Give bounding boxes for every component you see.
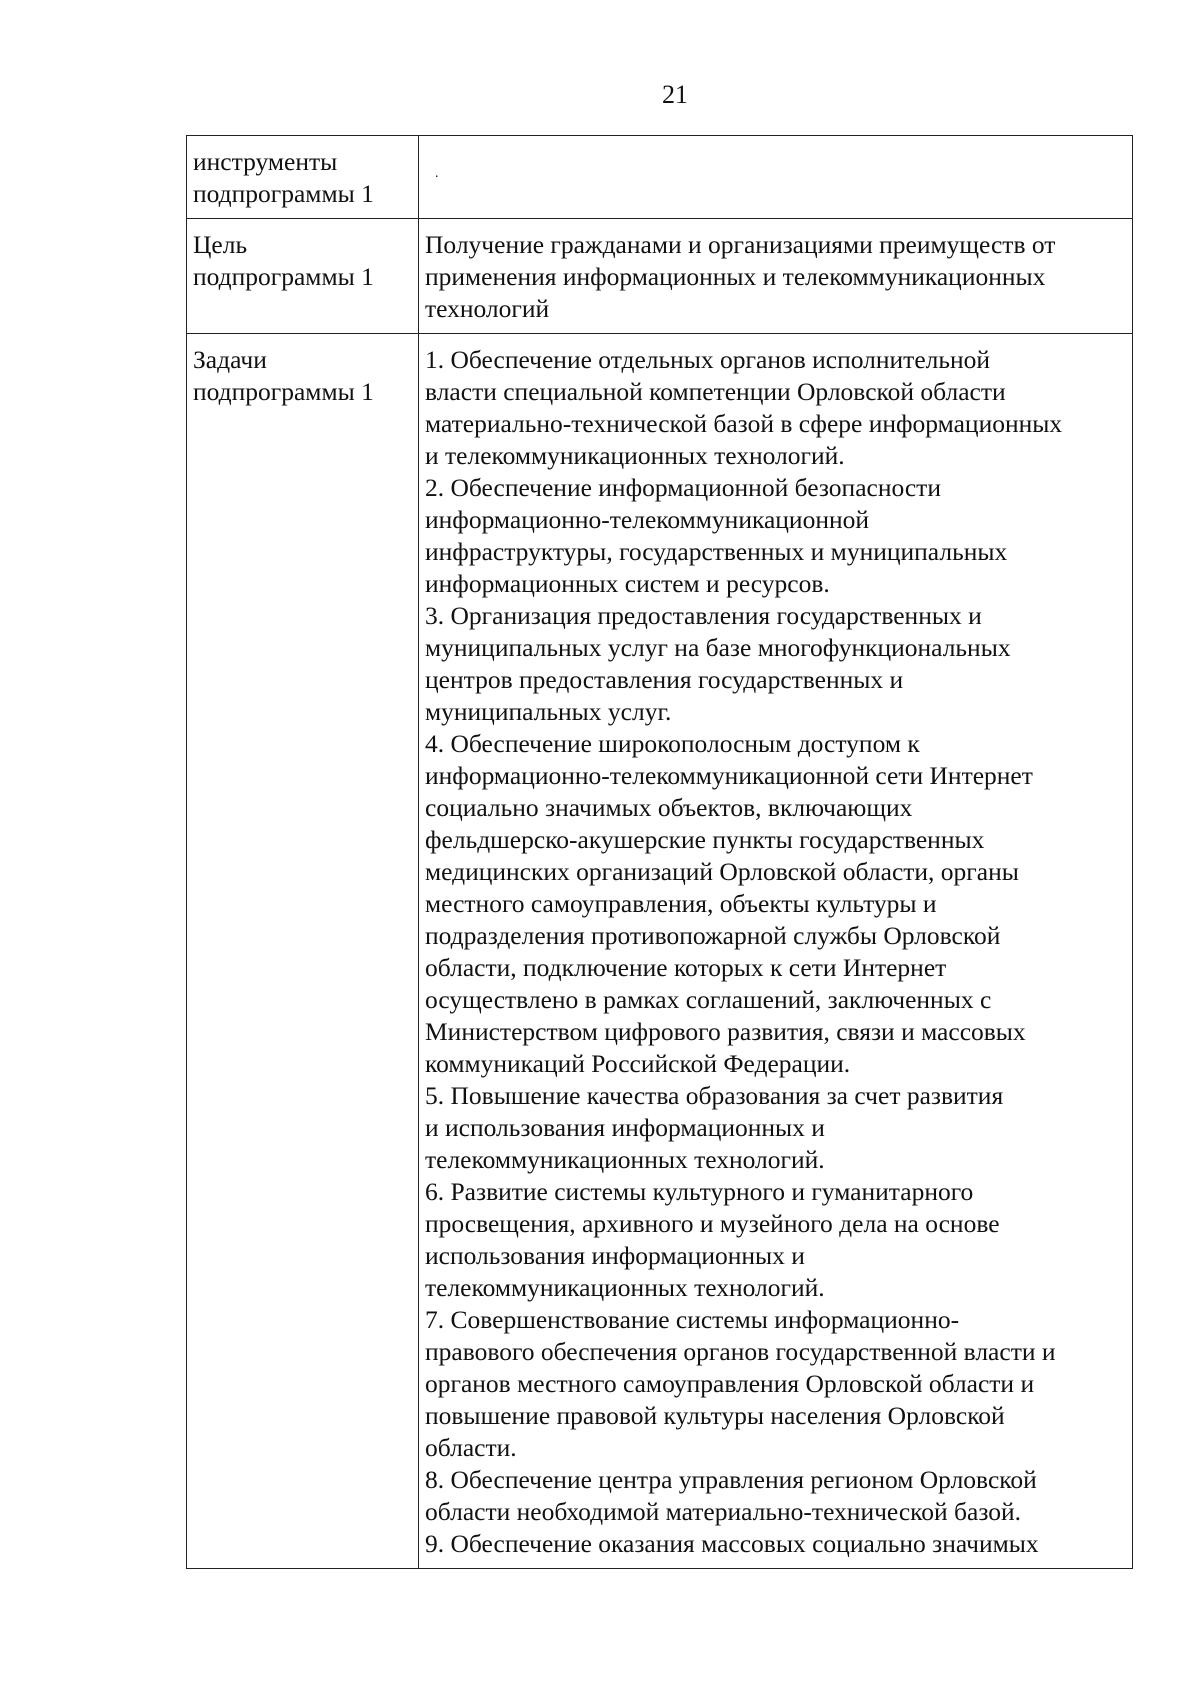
page-number: 21 [662,80,688,109]
content-line: власти специальной компетенции Орловской области [425,377,1006,406]
label-line: подпрограммы 1 [193,262,374,291]
content-line: области необходимой материально-технической базой. [425,1497,1022,1526]
content-cell [419,334,1133,1569]
content-line: 3. Организация предоставления государственных и [425,601,982,630]
content-line: Получение гражданами и организациями преимуществ от [425,230,1056,259]
content-line: осуществлено в рамках соглашений, заключенных с [425,985,992,1014]
content-line: 8. Обеспечение центра управления регионом Орловской [425,1465,1037,1494]
content-line: муниципальных услуг на базе многофункциональных [425,633,1011,662]
content-cell [419,219,1133,334]
content-line: применения информационных и телекоммуникационных [425,262,1046,291]
label-line: Задачи [193,345,267,374]
tasks-row [187,334,1133,1569]
content-line: и использования информационных и [425,1113,825,1142]
label-line: Цель [193,230,248,259]
content-line: информационно-телекоммуникационной сети Интернет [425,761,1033,790]
content-line: 1. Обеспечение отдельных органов исполнительной [425,345,991,374]
content-line: инфраструктуры, государственных и муниципальных [425,537,1008,566]
content-line: социально значимых объектов, включающих [425,793,913,822]
label-line: подпрограммы 1 [193,179,374,208]
content-line: местного самоуправления, объекты культуры и [425,889,937,918]
content-line: 2. Обеспечение информационной безопасности [425,473,941,502]
tools-row [187,136,1133,219]
content-line: информационных систем и ресурсов. [425,569,830,598]
content-line: повышение правовой культуры населения Орловской [425,1401,1005,1430]
subprogram-passport-table [186,135,1133,1569]
label-cell [187,136,419,219]
content-line: центров предоставления государственных и [425,665,904,694]
label-cell [187,219,419,334]
content-line: технологий [425,294,550,323]
label-line: подпрограммы 1 [193,377,374,406]
content-line: медицинских организаций Орловской области, органы [425,857,1019,886]
content-line: . [435,166,439,181]
content-line: правового обеспечения органов государственной власти и [425,1337,1056,1366]
content-line: 7. Совершенствование системы информационно- [425,1305,960,1334]
content-line: 6. Развитие системы культурного и гуманитарного [425,1177,974,1206]
content-line: использования информационных и [425,1241,805,1270]
label-cell [187,334,419,1569]
content-line: просвещения, архивного и музейного дела на основе [425,1209,1000,1238]
content-line: коммуникаций Российской Федерации. [425,1049,851,1078]
content-line: информационно-телекоммуникационной [425,505,870,534]
content-line: области, подключение которых к сети Интернет [425,953,947,982]
content-line: органов местного самоуправления Орловской области и [425,1369,1035,1398]
content-line: области. [425,1433,517,1462]
content-line: подразделения противопожарной службы Орловской [425,921,1001,950]
content-line: 5. Повышение качества образования за счет развития [425,1081,1004,1110]
goal-row [187,219,1133,334]
content-line: Министерством цифрового развития, связи и массовых [425,1017,1026,1046]
content-line: материально-технической базой в сфере информационных [425,409,1063,438]
content-line: телекоммуникационных технологий. [425,1273,825,1302]
content-line: муниципальных услуг. [425,697,672,726]
content-line: 9. Обеспечение оказания массовых социально значимых [425,1529,1039,1558]
content-line: 4. Обеспечение широкополосным доступом к [425,729,920,758]
content-line: фельдшерско-акушерские пункты государственных [425,825,985,854]
label-line: инструменты [193,147,338,176]
content-line: телекоммуникационных технологий. [425,1145,825,1174]
content-cell [419,136,1133,219]
content-line: и телекоммуникационных технологий. [425,441,845,470]
